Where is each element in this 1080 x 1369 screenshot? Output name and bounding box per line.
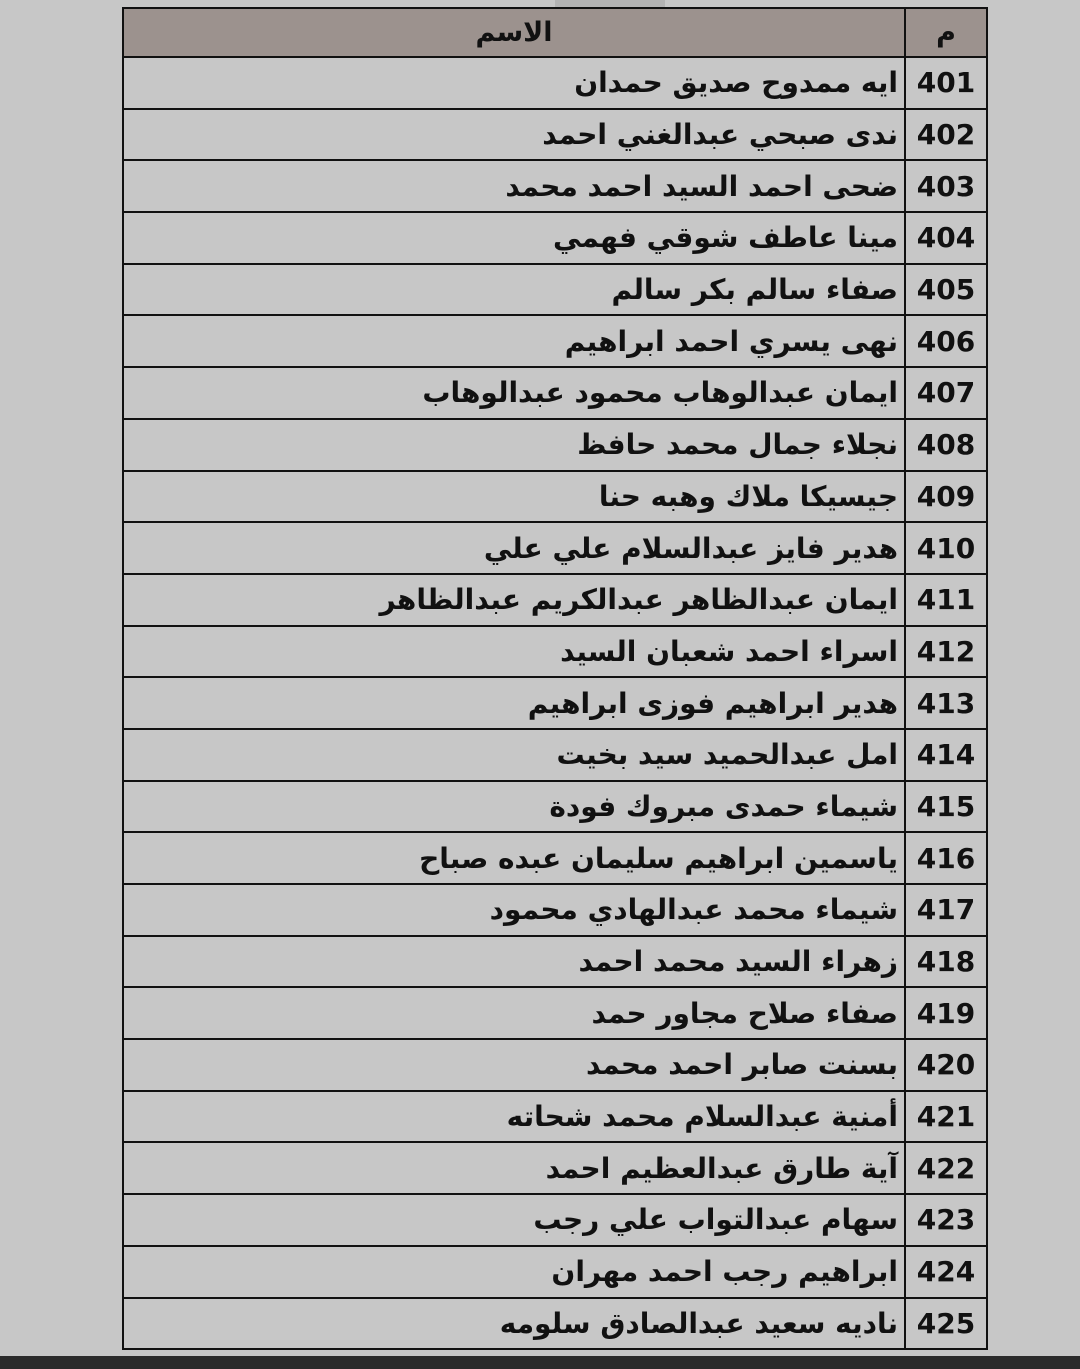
row-name: ايمان عبدالوهاب محمود عبدالوهاب	[123, 367, 905, 419]
row-number: 422	[905, 1142, 987, 1194]
row-number: 410	[905, 522, 987, 574]
row-number: 416	[905, 832, 987, 884]
row-name: ناديه سعيد عبدالصادق سلومه	[123, 1298, 905, 1350]
row-number: 413	[905, 677, 987, 729]
row-number: 415	[905, 781, 987, 833]
table-row	[123, 987, 987, 1039]
table-row	[123, 471, 987, 523]
table-row	[123, 315, 987, 367]
row-number: 414	[905, 729, 987, 781]
row-name: هدير فايز عبدالسلام علي علي	[123, 522, 905, 574]
row-number: 405	[905, 264, 987, 316]
row-name: ايمان عبدالظاهر عبدالكريم عبدالظاهر	[123, 574, 905, 626]
row-name: ياسمين ابراهيم سليمان عبده صباح	[123, 832, 905, 884]
table-row	[123, 160, 987, 212]
row-name: نهى يسري احمد ابراهيم	[123, 315, 905, 367]
row-name: زهراء السيد محمد احمد	[123, 936, 905, 988]
table-row	[123, 626, 987, 678]
row-name: ابراهيم رجب احمد مهران	[123, 1246, 905, 1298]
table-row	[123, 832, 987, 884]
row-number: 408	[905, 419, 987, 471]
table-header-row	[123, 8, 987, 57]
table-row	[123, 367, 987, 419]
table-row	[123, 1039, 987, 1091]
row-number: 409	[905, 471, 987, 523]
row-name: آية طارق عبدالعظيم احمد	[123, 1142, 905, 1194]
row-number: 412	[905, 626, 987, 678]
table-row	[123, 936, 987, 988]
table-row	[123, 522, 987, 574]
row-number: 425	[905, 1298, 987, 1350]
table-body	[123, 57, 987, 1349]
row-name: مينا عاطف شوقي فهمي	[123, 212, 905, 264]
row-name: أمنية عبدالسلام محمد شحاته	[123, 1091, 905, 1143]
row-number: 403	[905, 160, 987, 212]
row-number: 406	[905, 315, 987, 367]
table-row	[123, 729, 987, 781]
row-number: 419	[905, 987, 987, 1039]
row-name: جيسيكا ملاك وهبه حنا	[123, 471, 905, 523]
table-row	[123, 419, 987, 471]
row-name: ايه ممدوح صديق حمدان	[123, 57, 905, 109]
row-number: 417	[905, 884, 987, 936]
row-name: بسنت صابر احمد محمد	[123, 1039, 905, 1091]
row-name: سهام عبدالتواب علي رجب	[123, 1194, 905, 1246]
row-number: 418	[905, 936, 987, 988]
table-row	[123, 781, 987, 833]
row-name: شيماء حمدى مبروك فودة	[123, 781, 905, 833]
row-name: ندى صبحي عبدالغني احمد	[123, 109, 905, 161]
table-row	[123, 677, 987, 729]
row-name: صفاء سالم بكر سالم	[123, 264, 905, 316]
row-name: ضحى احمد السيد احمد محمد	[123, 160, 905, 212]
screen-bottom-edge	[0, 1356, 1080, 1369]
table-row	[123, 1142, 987, 1194]
table-row	[123, 57, 987, 109]
row-name: شيماء محمد عبدالهادي محمود	[123, 884, 905, 936]
row-name: نجلاء جمال محمد حافظ	[123, 419, 905, 471]
table-row	[123, 264, 987, 316]
row-number: 404	[905, 212, 987, 264]
header-number: م	[905, 8, 987, 57]
table-row	[123, 1298, 987, 1350]
row-name: اسراء احمد شعبان السيد	[123, 626, 905, 678]
table-row	[123, 1246, 987, 1298]
row-number: 402	[905, 109, 987, 161]
row-number: 407	[905, 367, 987, 419]
row-number: 423	[905, 1194, 987, 1246]
row-number: 420	[905, 1039, 987, 1091]
table-row	[123, 884, 987, 936]
row-name: صفاء صلاح مجاور حمد	[123, 987, 905, 1039]
table-row	[123, 109, 987, 161]
header-name: الاسم	[123, 8, 905, 57]
row-number: 424	[905, 1246, 987, 1298]
table-row	[123, 212, 987, 264]
row-name: امل عبدالحميد سيد بخيت	[123, 729, 905, 781]
row-number: 421	[905, 1091, 987, 1143]
row-number: 411	[905, 574, 987, 626]
table-row	[123, 574, 987, 626]
table-row	[123, 1194, 987, 1246]
names-table	[122, 7, 988, 1350]
table-row	[123, 1091, 987, 1143]
row-number: 401	[905, 57, 987, 109]
row-name: هدير ابراهيم فوزى ابراهيم	[123, 677, 905, 729]
